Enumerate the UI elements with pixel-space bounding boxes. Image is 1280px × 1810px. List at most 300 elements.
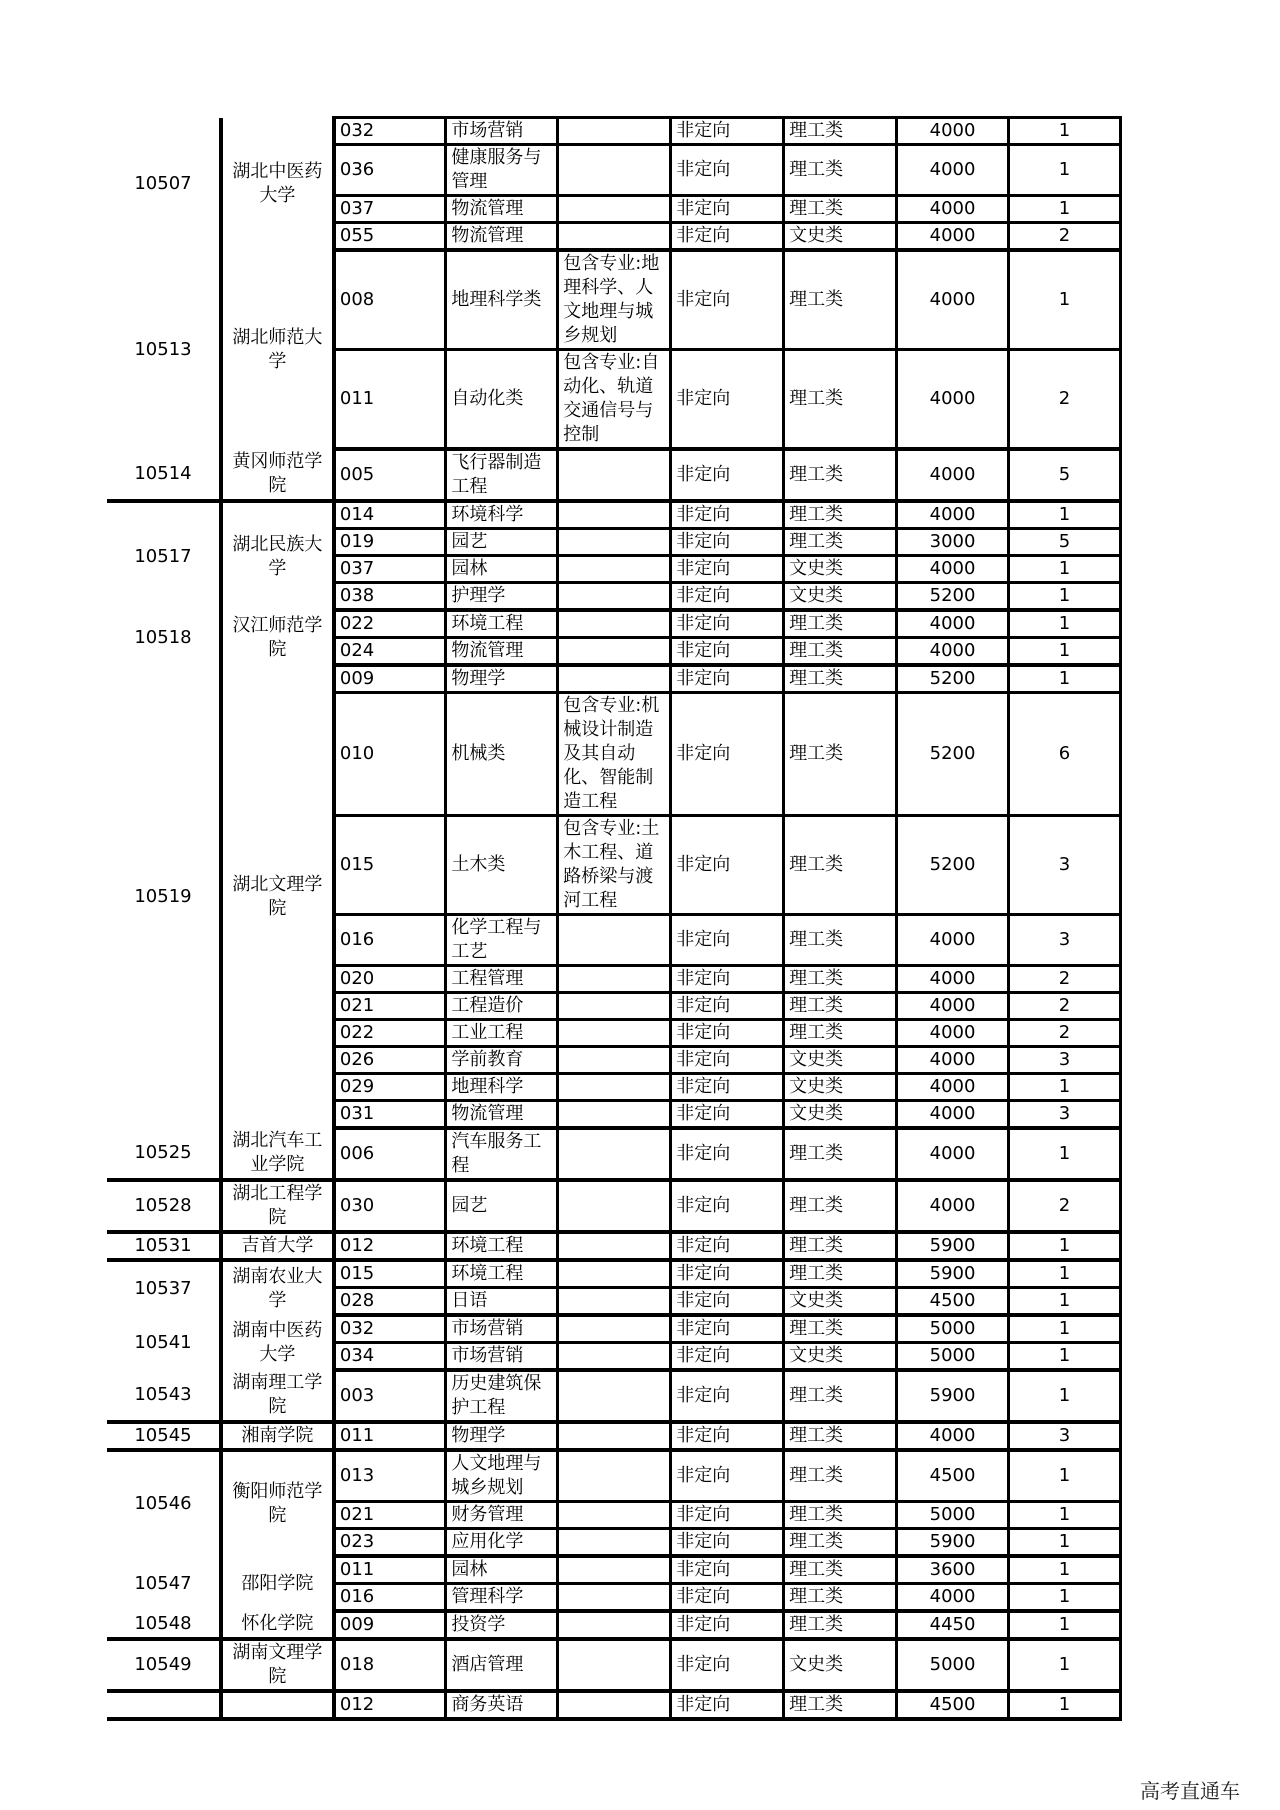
cell-note	[558, 1260, 671, 1288]
cell-dir: 非定向	[671, 1232, 784, 1260]
cell-num: 1	[1009, 1260, 1121, 1288]
cell-dir: 非定向	[671, 1450, 784, 1502]
cell-cat: 理工类	[784, 449, 897, 501]
cell-name: 物流管理	[446, 223, 558, 251]
cell-code: 019	[334, 529, 446, 556]
cell-code: 032	[334, 118, 446, 145]
cell-code: 036	[334, 145, 446, 196]
cell-dir: 非定向	[671, 1020, 784, 1047]
dept-code: 10549	[107, 1639, 221, 1691]
cell-dir: 非定向	[671, 350, 784, 450]
table-row	[107, 1556, 1121, 1584]
cell-note	[558, 665, 671, 693]
cell-note: 包含专业:机械设计制造及其自动化、智能制造工程	[558, 693, 671, 816]
cell-dir: 非定向	[671, 1584, 784, 1612]
dept-code: 10514	[107, 449, 221, 501]
cell-name: 人文地理与城乡规划	[446, 1450, 558, 1502]
school-name: 湖南文理学院	[221, 1639, 334, 1691]
cell-code: 016	[334, 915, 446, 966]
cell-code: 021	[334, 993, 446, 1020]
cell-code: 009	[334, 1611, 446, 1639]
cell-note	[558, 1639, 671, 1691]
cell-code: 015	[334, 1260, 446, 1288]
cell-num: 2	[1009, 966, 1121, 993]
cell-dir: 非定向	[671, 1691, 784, 1719]
cell-fee: 4450	[897, 1611, 1009, 1639]
dept-code: 10546	[107, 1450, 221, 1556]
cell-fee: 4000	[897, 350, 1009, 450]
cell-fee: 4000	[897, 638, 1009, 666]
cell-fee: 4000	[897, 196, 1009, 223]
table-row	[107, 250, 1121, 350]
cell-fee: 4000	[897, 449, 1009, 501]
cell-num: 1	[1009, 1691, 1121, 1719]
cell-dir: 非定向	[671, 1047, 784, 1074]
cell-note	[558, 1343, 671, 1371]
cell-cat: 理工类	[784, 196, 897, 223]
cell-fee: 3600	[897, 1556, 1009, 1584]
cell-fee: 4500	[897, 1288, 1009, 1316]
school-name: 吉首大学	[221, 1232, 334, 1260]
cell-code: 026	[334, 1047, 446, 1074]
cell-cat: 理工类	[784, 1370, 897, 1422]
enrollment-table	[107, 116, 1122, 1721]
cell-note	[558, 1288, 671, 1316]
dept-code: 10547	[107, 1556, 221, 1611]
cell-num: 1	[1009, 556, 1121, 583]
cell-note	[558, 145, 671, 196]
cell-code: 011	[334, 1556, 446, 1584]
cell-code: 030	[334, 1180, 446, 1232]
school-name: 湖南理工学院	[221, 1370, 334, 1422]
cell-note: 包含专业:土木工程、道路桥梁与渡河工程	[558, 816, 671, 915]
cell-num: 1	[1009, 610, 1121, 638]
table-row	[107, 1232, 1121, 1260]
cell-cat: 理工类	[784, 250, 897, 350]
cell-name: 化学工程与工艺	[446, 915, 558, 966]
cell-dir: 非定向	[671, 1180, 784, 1232]
cell-cat: 理工类	[784, 1529, 897, 1557]
watermark: 高考直通车	[1140, 1779, 1240, 1803]
cell-name: 市场营销	[446, 1315, 558, 1343]
school-name: 汉江师范学院	[221, 610, 334, 665]
dept-code: 10541	[107, 1315, 221, 1370]
cell-note	[558, 118, 671, 145]
cell-dir: 非定向	[671, 583, 784, 611]
table-row	[107, 1639, 1121, 1691]
cell-note	[558, 1020, 671, 1047]
cell-name: 工业工程	[446, 1020, 558, 1047]
table-row	[107, 1611, 1121, 1639]
cell-name: 物流管理	[446, 638, 558, 666]
cell-dir: 非定向	[671, 1422, 784, 1450]
cell-name: 日语	[446, 1288, 558, 1316]
cell-fee: 5900	[897, 1260, 1009, 1288]
cell-note	[558, 1691, 671, 1719]
cell-note	[558, 1422, 671, 1450]
cell-num: 3	[1009, 1047, 1121, 1074]
cell-name: 物理学	[446, 1422, 558, 1450]
cell-dir: 非定向	[671, 529, 784, 556]
cell-dir: 非定向	[671, 610, 784, 638]
cell-note	[558, 1450, 671, 1502]
cell-name: 环境科学	[446, 501, 558, 529]
cell-name: 环境工程	[446, 610, 558, 638]
cell-dir: 非定向	[671, 693, 784, 816]
school-name: 邵阳学院	[221, 1556, 334, 1611]
cell-name: 市场营销	[446, 118, 558, 145]
dept-code: 10517	[107, 501, 221, 610]
table-row	[107, 449, 1121, 501]
table-row	[107, 610, 1121, 638]
cell-code: 008	[334, 250, 446, 350]
cell-name: 自动化类	[446, 350, 558, 450]
cell-code: 034	[334, 1343, 446, 1371]
table-row	[107, 501, 1121, 529]
cell-fee: 4000	[897, 1020, 1009, 1047]
cell-num: 1	[1009, 196, 1121, 223]
school-name: 湖南农业大学	[221, 1260, 334, 1315]
cell-code: 038	[334, 583, 446, 611]
cell-fee: 4000	[897, 1128, 1009, 1180]
cell-dir: 非定向	[671, 223, 784, 251]
cell-cat: 理工类	[784, 693, 897, 816]
cell-num: 1	[1009, 1639, 1121, 1691]
cell-note	[558, 915, 671, 966]
dept-code: 10548	[107, 1611, 221, 1639]
dept-code: 10543	[107, 1370, 221, 1422]
cell-name: 酒店管理	[446, 1639, 558, 1691]
cell-cat: 理工类	[784, 638, 897, 666]
cell-dir: 非定向	[671, 556, 784, 583]
cell-code: 020	[334, 966, 446, 993]
cell-name: 物理学	[446, 665, 558, 693]
cell-name: 物流管理	[446, 1101, 558, 1129]
school-name: 湘南学院	[221, 1422, 334, 1450]
cell-fee: 5000	[897, 1315, 1009, 1343]
cell-name: 商务英语	[446, 1691, 558, 1719]
cell-cat: 理工类	[784, 1128, 897, 1180]
cell-name: 护理学	[446, 583, 558, 611]
cell-cat: 理工类	[784, 993, 897, 1020]
cell-num: 2	[1009, 223, 1121, 251]
cell-num: 1	[1009, 118, 1121, 145]
cell-fee: 4000	[897, 223, 1009, 251]
cell-code: 014	[334, 501, 446, 529]
cell-name: 地理科学	[446, 1074, 558, 1101]
dept-code: 10528	[107, 1180, 221, 1232]
cell-name: 园林	[446, 1556, 558, 1584]
cell-fee: 4000	[897, 610, 1009, 638]
cell-code: 022	[334, 610, 446, 638]
cell-code: 031	[334, 1101, 446, 1129]
cell-dir: 非定向	[671, 1639, 784, 1691]
cell-cat: 理工类	[784, 966, 897, 993]
cell-dir: 非定向	[671, 118, 784, 145]
cell-note	[558, 556, 671, 583]
cell-cat: 理工类	[784, 145, 897, 196]
cell-dir: 非定向	[671, 501, 784, 529]
cell-num: 3	[1009, 1101, 1121, 1129]
table-row	[107, 1422, 1121, 1450]
cell-note	[558, 223, 671, 251]
table-row	[107, 1260, 1121, 1288]
cell-code: 005	[334, 449, 446, 501]
cell-num: 1	[1009, 1450, 1121, 1502]
cell-dir: 非定向	[671, 250, 784, 350]
cell-dir: 非定向	[671, 1611, 784, 1639]
school-name: 湖北民族大学	[221, 501, 334, 610]
table-row	[107, 665, 1121, 693]
cell-cat: 文史类	[784, 1074, 897, 1101]
cell-fee: 4000	[897, 1101, 1009, 1129]
cell-num: 1	[1009, 1370, 1121, 1422]
cell-fee: 5200	[897, 693, 1009, 816]
cell-fee: 4000	[897, 556, 1009, 583]
cell-code: 009	[334, 665, 446, 693]
cell-name: 历史建筑保护工程	[446, 1370, 558, 1422]
cell-dir: 非定向	[671, 1343, 784, 1371]
cell-note	[558, 1529, 671, 1557]
cell-dir: 非定向	[671, 1556, 784, 1584]
cell-fee: 4000	[897, 250, 1009, 350]
cell-cat: 理工类	[784, 816, 897, 915]
cell-cat: 理工类	[784, 610, 897, 638]
cell-dir: 非定向	[671, 1288, 784, 1316]
cell-num: 1	[1009, 1502, 1121, 1529]
cell-code: 011	[334, 1422, 446, 1450]
cell-cat: 理工类	[784, 1502, 897, 1529]
cell-num: 5	[1009, 449, 1121, 501]
cell-note	[558, 610, 671, 638]
cell-name: 学前教育	[446, 1047, 558, 1074]
cell-code: 032	[334, 1315, 446, 1343]
cell-fee: 5200	[897, 665, 1009, 693]
cell-code: 024	[334, 638, 446, 666]
cell-note	[558, 196, 671, 223]
table-row	[107, 1180, 1121, 1232]
cell-cat: 文史类	[784, 1639, 897, 1691]
cell-code: 013	[334, 1450, 446, 1502]
cell-num: 1	[1009, 1128, 1121, 1180]
cell-fee: 5000	[897, 1502, 1009, 1529]
table-body	[107, 118, 1121, 1720]
cell-note	[558, 638, 671, 666]
cell-cat: 文史类	[784, 583, 897, 611]
cell-code: 011	[334, 350, 446, 450]
cell-note	[558, 583, 671, 611]
dept-code: 10518	[107, 610, 221, 665]
cell-num: 3	[1009, 915, 1121, 966]
cell-num: 1	[1009, 1074, 1121, 1101]
cell-dir: 非定向	[671, 1128, 784, 1180]
cell-num: 1	[1009, 250, 1121, 350]
cell-num: 5	[1009, 529, 1121, 556]
cell-num: 1	[1009, 145, 1121, 196]
cell-num: 6	[1009, 693, 1121, 816]
cell-note	[558, 966, 671, 993]
cell-fee: 5900	[897, 1529, 1009, 1557]
cell-code: 055	[334, 223, 446, 251]
cell-num: 2	[1009, 993, 1121, 1020]
cell-name: 环境工程	[446, 1232, 558, 1260]
cell-fee: 4000	[897, 1047, 1009, 1074]
cell-dir: 非定向	[671, 1260, 784, 1288]
cell-cat: 理工类	[784, 915, 897, 966]
table-row	[107, 1370, 1121, 1422]
cell-cat: 理工类	[784, 529, 897, 556]
cell-name: 应用化学	[446, 1529, 558, 1557]
cell-fee: 4000	[897, 915, 1009, 966]
cell-cat: 理工类	[784, 1611, 897, 1639]
cell-note	[558, 1370, 671, 1422]
dept-code: 10545	[107, 1422, 221, 1450]
table-row	[107, 1691, 1121, 1719]
cell-code: 012	[334, 1691, 446, 1719]
cell-cat: 理工类	[784, 1450, 897, 1502]
cell-name: 机械类	[446, 693, 558, 816]
cell-cat: 理工类	[784, 1232, 897, 1260]
cell-note	[558, 1556, 671, 1584]
cell-dir: 非定向	[671, 966, 784, 993]
cell-dir: 非定向	[671, 638, 784, 666]
cell-code: 022	[334, 1020, 446, 1047]
school-name	[221, 1691, 334, 1719]
table-row	[107, 1128, 1121, 1180]
school-name: 黄冈师范学院	[221, 449, 334, 501]
cell-num: 2	[1009, 350, 1121, 450]
school-name: 衡阳师范学院	[221, 1450, 334, 1556]
cell-dir: 非定向	[671, 1074, 784, 1101]
cell-note	[558, 1180, 671, 1232]
cell-note	[558, 1047, 671, 1074]
cell-note	[558, 1128, 671, 1180]
cell-num: 1	[1009, 1529, 1121, 1557]
school-name: 湖南中医药大学	[221, 1315, 334, 1370]
cell-note	[558, 529, 671, 556]
cell-num: 1	[1009, 501, 1121, 529]
cell-dir: 非定向	[671, 816, 784, 915]
dept-code: 10507	[107, 118, 221, 251]
cell-fee: 4000	[897, 1180, 1009, 1232]
cell-code: 006	[334, 1128, 446, 1180]
cell-dir: 非定向	[671, 993, 784, 1020]
cell-note	[558, 1315, 671, 1343]
dept-code: 10525	[107, 1128, 221, 1180]
cell-dir: 非定向	[671, 1315, 784, 1343]
cell-dir: 非定向	[671, 665, 784, 693]
cell-fee: 5200	[897, 583, 1009, 611]
cell-cat: 文史类	[784, 223, 897, 251]
cell-code: 029	[334, 1074, 446, 1101]
school-name: 湖北工程学院	[221, 1180, 334, 1232]
cell-dir: 非定向	[671, 1101, 784, 1129]
cell-name: 工程管理	[446, 966, 558, 993]
cell-cat: 理工类	[784, 1691, 897, 1719]
cell-dir: 非定向	[671, 915, 784, 966]
cell-code: 016	[334, 1584, 446, 1612]
cell-dir: 非定向	[671, 196, 784, 223]
cell-fee: 4000	[897, 145, 1009, 196]
cell-code: 018	[334, 1639, 446, 1691]
cell-code: 012	[334, 1232, 446, 1260]
cell-num: 1	[1009, 1343, 1121, 1371]
cell-name: 物流管理	[446, 196, 558, 223]
cell-cat: 理工类	[784, 665, 897, 693]
cell-name: 环境工程	[446, 1260, 558, 1288]
cell-num: 3	[1009, 1422, 1121, 1450]
cell-fee: 5900	[897, 1232, 1009, 1260]
cell-fee: 4500	[897, 1450, 1009, 1502]
table-row	[107, 1450, 1121, 1502]
cell-cat: 理工类	[784, 118, 897, 145]
cell-dir: 非定向	[671, 1370, 784, 1422]
cell-code: 028	[334, 1288, 446, 1316]
cell-num: 1	[1009, 638, 1121, 666]
cell-fee: 4000	[897, 1074, 1009, 1101]
cell-name: 园艺	[446, 529, 558, 556]
cell-cat: 文史类	[784, 1288, 897, 1316]
cell-cat: 理工类	[784, 1260, 897, 1288]
cell-note	[558, 1611, 671, 1639]
cell-name: 财务管理	[446, 1502, 558, 1529]
cell-cat: 文史类	[784, 556, 897, 583]
cell-fee: 4000	[897, 118, 1009, 145]
cell-note	[558, 449, 671, 501]
cell-num: 1	[1009, 1611, 1121, 1639]
cell-cat: 理工类	[784, 1422, 897, 1450]
table-row	[107, 118, 1121, 145]
school-name: 湖北师范大学	[221, 250, 334, 449]
cell-dir: 非定向	[671, 145, 784, 196]
cell-cat: 文史类	[784, 1047, 897, 1074]
cell-name: 管理科学	[446, 1584, 558, 1612]
cell-name: 投资学	[446, 1611, 558, 1639]
school-name: 湖北中医药大学	[221, 118, 334, 251]
cell-cat: 理工类	[784, 1180, 897, 1232]
dept-code: 10513	[107, 250, 221, 449]
cell-num: 2	[1009, 1180, 1121, 1232]
cell-num: 1	[1009, 1584, 1121, 1612]
cell-dir: 非定向	[671, 1529, 784, 1557]
cell-name: 土木类	[446, 816, 558, 915]
cell-cat: 文史类	[784, 1101, 897, 1129]
cell-code: 010	[334, 693, 446, 816]
cell-cat: 理工类	[784, 1315, 897, 1343]
cell-fee: 5900	[897, 1370, 1009, 1422]
cell-cat: 文史类	[784, 1343, 897, 1371]
cell-note: 包含专业:地理科学、人文地理与城乡规划	[558, 250, 671, 350]
dept-code	[107, 1691, 221, 1719]
cell-num: 2	[1009, 1020, 1121, 1047]
cell-name: 园艺	[446, 1180, 558, 1232]
cell-num: 1	[1009, 583, 1121, 611]
dept-code: 10519	[107, 665, 221, 1128]
school-name: 湖北文理学院	[221, 665, 334, 1128]
cell-code: 023	[334, 1529, 446, 1557]
cell-note: 包含专业:自动化、轨道交通信号与控制	[558, 350, 671, 450]
cell-fee: 5000	[897, 1343, 1009, 1371]
cell-num: 1	[1009, 1315, 1121, 1343]
cell-fee: 4000	[897, 966, 1009, 993]
cell-dir: 非定向	[671, 1502, 784, 1529]
cell-cat: 理工类	[784, 1020, 897, 1047]
cell-fee: 4000	[897, 993, 1009, 1020]
cell-name: 工程造价	[446, 993, 558, 1020]
cell-code: 037	[334, 196, 446, 223]
cell-cat: 理工类	[784, 1584, 897, 1612]
dept-code: 10537	[107, 1260, 221, 1315]
